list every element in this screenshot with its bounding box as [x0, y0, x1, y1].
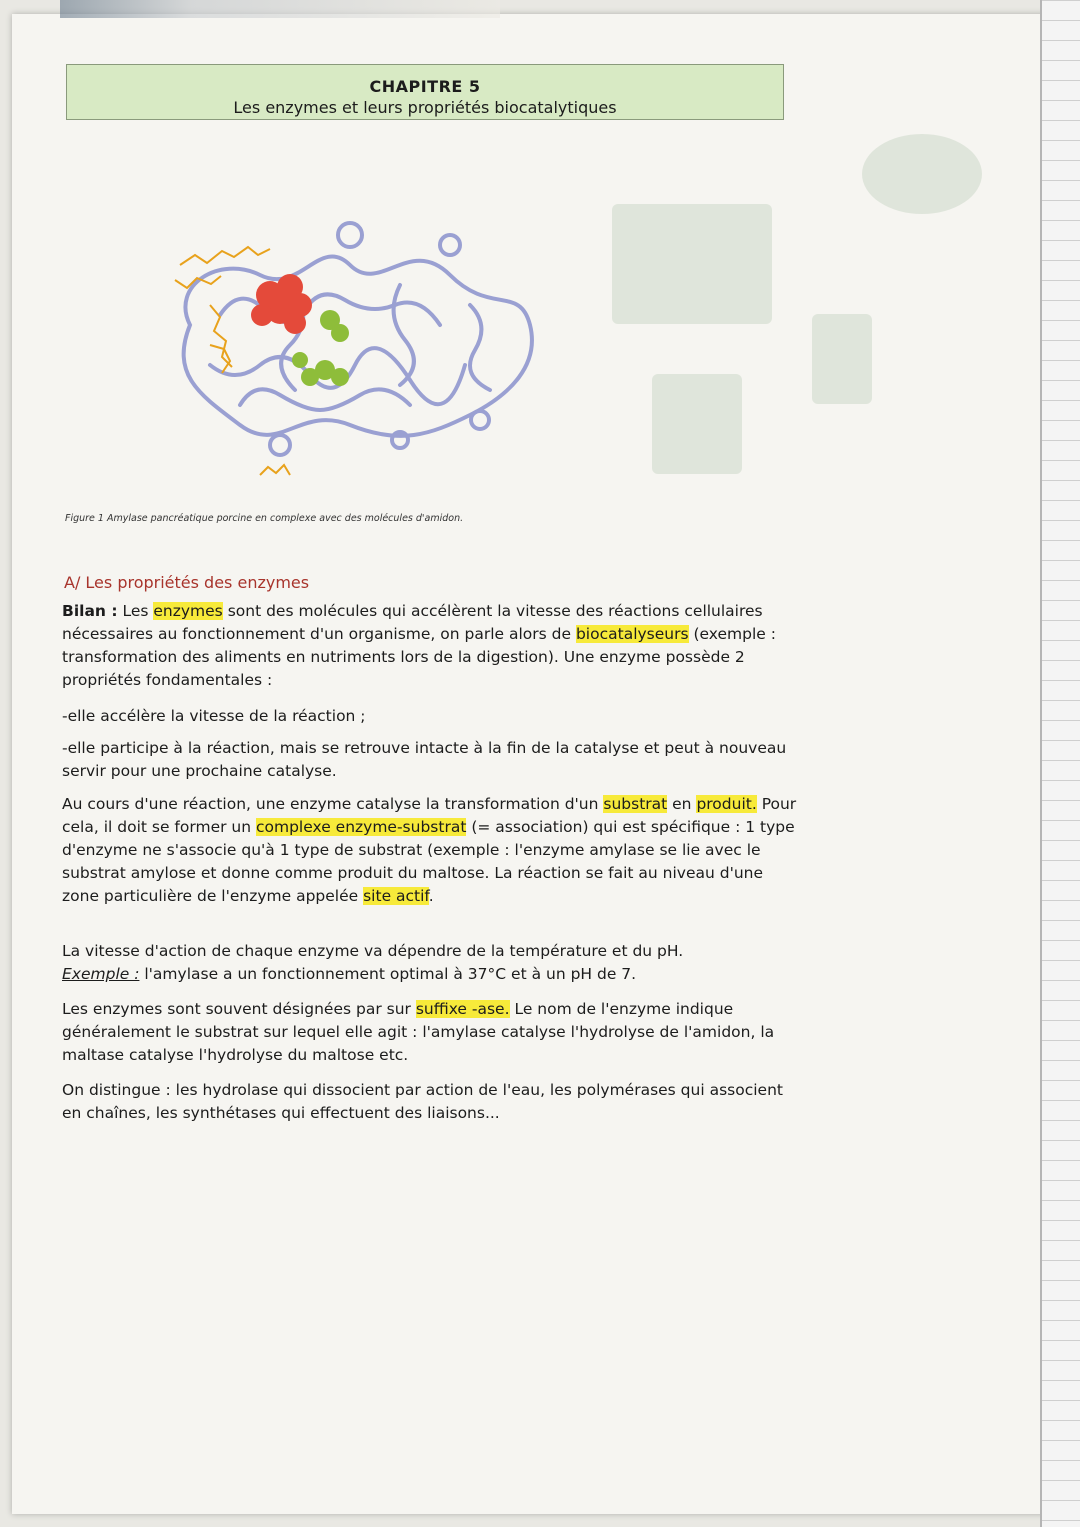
bilan-label: Bilan :	[62, 602, 118, 620]
speed-paragraph	[62, 940, 797, 986]
text-run: Pour cela, il doit se former un	[62, 795, 797, 836]
amylase-structure-figure	[150, 205, 550, 495]
figure-caption: Figure 1 Amylase pancréatique porcine en complexe avec des molécules d'amidon.	[65, 513, 464, 524]
highlight-substrat: substrat	[603, 795, 668, 813]
section-heading: A/ Les propriétés des enzymes	[64, 573, 310, 592]
property-1: -elle accélère la vitesse de la réaction ;	[62, 707, 366, 725]
highlight-enzymes: enzymes	[153, 602, 223, 620]
speed-example	[62, 963, 797, 986]
property-2: -elle participe à la réaction, mais se retrouve intacte à la fin de la catalyse et peut à nouveau servir pour une prochaine catalyse.	[62, 739, 787, 780]
reaction-paragraph	[62, 793, 797, 908]
speed-line: La vitesse d'action de chaque enzyme va dépendre de la température et du pH.	[62, 942, 684, 960]
chapter-number: CHAPITRE 5	[369, 77, 481, 96]
bilan-paragraph	[62, 600, 797, 692]
bleed-through-shape	[812, 314, 872, 404]
text-run: l'amylase a un fonctionnement optimal à 37°C et à un pH de 7.	[139, 965, 637, 983]
bleed-through-shape	[652, 374, 742, 474]
naming-paragraph	[62, 998, 797, 1067]
text-run: sont des molécules qui accélèrent la vitesse des réactions cellulaires nécessaires au fonctionnement d'un organisme, on parle alors de	[62, 602, 763, 643]
highlight-site-actif: site actif	[363, 887, 429, 905]
highlight-complexe: complexe enzyme-substrat	[255, 818, 467, 836]
chapter-title-box	[66, 64, 784, 120]
example-label: Exemple :	[62, 965, 140, 983]
text-run: (exemple : transformation des aliments en nutriments lors de la digestion). Une enzyme possède 2 propriétés fondamentales :	[62, 625, 776, 689]
text-run: en	[667, 795, 697, 813]
text-run: Au cours d'une réaction, une enzyme catalyse la transformation d'un	[62, 795, 604, 813]
highlight-suffixe: suffixe -ase.	[415, 1000, 510, 1018]
text-run: Les	[117, 602, 154, 620]
text-run: Les enzymes sont souvent désignées par sur	[62, 1000, 416, 1018]
text-run: (= association) qui est spécifique : 1 type d'enzyme ne s'associe qu'à 1 type de substrat (exemple : l'enzyme amylase se lie avec le substrat amylose et donne comme produit du maltose. La réaction se fait au niveau d'une zone particulière de l'enzyme appelée	[62, 818, 795, 905]
chapter-title: Les enzymes et leurs propriétés biocatalytiques	[233, 98, 617, 117]
notebook-ruled-edge	[1040, 0, 1080, 1527]
bleed-through-shape	[862, 134, 982, 214]
photo-edge-artifact	[60, 0, 500, 18]
highlight-produit: produit.	[696, 795, 757, 813]
text-run: Le nom de l'enzyme indique généralement le substrat sur lequel elle agit : l'amylase catalyse l'hydrolyse de l'amidon, la maltase catalyse l'hydrolyse du maltose etc.	[62, 1000, 775, 1064]
distinction-paragraph: On distingue : les hydrolase qui dissocient par action de l'eau, les polymérases qui associent en chaînes, les synthétases qui effectuent des liaisons...	[62, 1081, 783, 1122]
text-run: .	[428, 887, 434, 905]
highlight-biocatalyseurs: biocatalyseurs	[575, 625, 689, 643]
bleed-through-shape	[612, 204, 772, 324]
